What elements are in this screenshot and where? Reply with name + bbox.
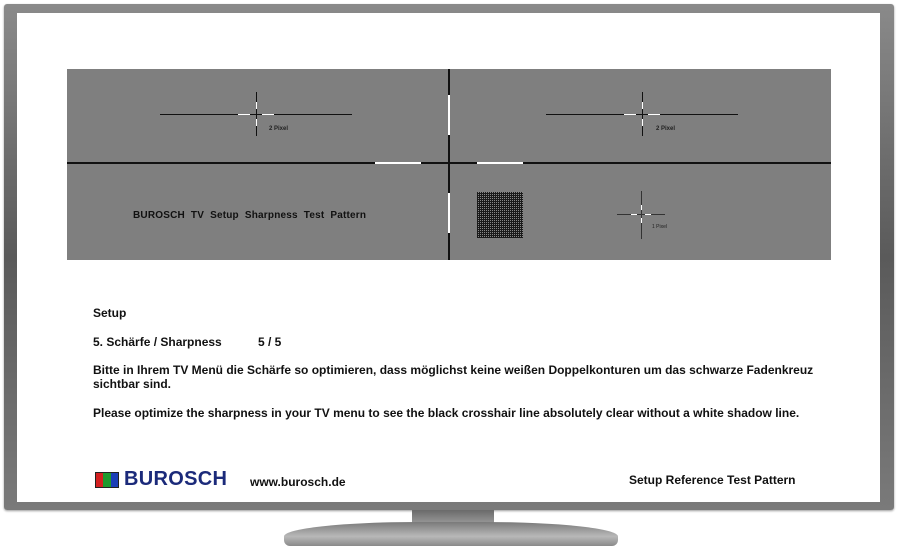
crosshair-center bbox=[256, 109, 257, 119]
tv-frame bbox=[4, 4, 894, 510]
crosshair-center bbox=[641, 210, 642, 218]
crosshair-label: 1 Pixel bbox=[652, 224, 668, 230]
crosshair-label: 2 Pixel bbox=[269, 126, 289, 132]
setup-heading: Setup bbox=[93, 306, 127, 320]
horizontal-shadow-line-right bbox=[477, 162, 523, 164]
tv-screen bbox=[17, 13, 880, 502]
instruction-text-german: Bitte in Ihrem TV Menü die Schärfe so optimieren, dass möglichst keine weißen Doppelkonturen um das schwarze Fadenkreuz sichtbar sind. bbox=[93, 363, 814, 391]
checkerboard-pattern bbox=[477, 192, 523, 238]
burosch-logo bbox=[95, 468, 227, 491]
vertical-shadow-line-bottom bbox=[448, 193, 450, 233]
tv-stand-base bbox=[284, 522, 618, 546]
instruction-text-english: Please optimize the sharpness in your TV menu to see the black crosshair line absolutely clear without a white shadow line. bbox=[93, 406, 800, 420]
logo-stripe-blue bbox=[111, 473, 118, 487]
sharpness-test-pattern bbox=[67, 69, 831, 260]
brand-name: BUROSCH bbox=[124, 468, 228, 490]
pattern-title: BUROSCH TV Setup Sharpness Test Pattern bbox=[133, 210, 367, 221]
logo-stripe-red bbox=[96, 473, 103, 487]
reference-label: Setup Reference Test Pattern bbox=[629, 473, 796, 487]
step-label: 5. Schärfe / Sharpness bbox=[93, 335, 222, 349]
step-counter: 5 / 5 bbox=[258, 335, 282, 349]
website-link[interactable]: www.burosch.de bbox=[250, 475, 346, 489]
main-horizontal-line bbox=[67, 162, 831, 164]
rgb-logo-icon bbox=[95, 472, 119, 488]
horizontal-shadow-line-left bbox=[375, 162, 421, 164]
crosshair-center bbox=[642, 109, 643, 119]
logo-stripe-green bbox=[103, 473, 110, 487]
crosshair-label: 2 Pixel bbox=[656, 126, 676, 132]
vertical-shadow-line-top bbox=[448, 95, 450, 135]
